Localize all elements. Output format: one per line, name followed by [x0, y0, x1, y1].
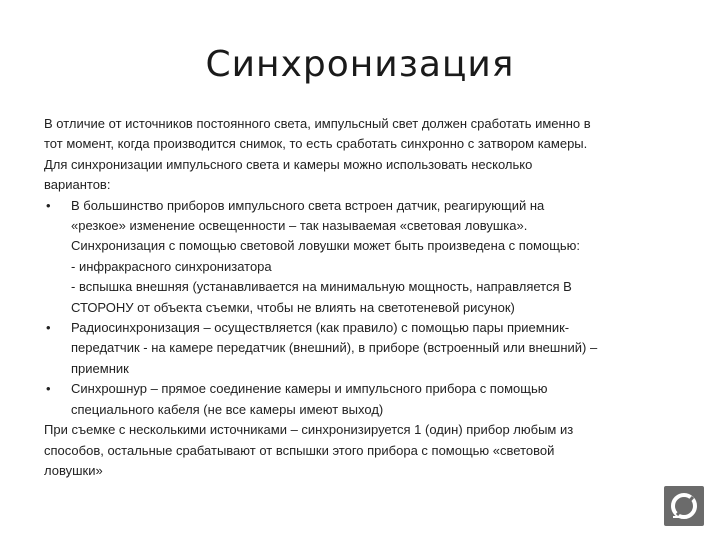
text-line: СТОРОНУ от объекта съемки, чтобы не влиять на светотеневой рисунок) — [71, 299, 515, 315]
text-line: - вспышка внешняя (устанавливается на минимальную мощность, направляется В — [71, 279, 572, 295]
text-line: В отличие от источников постоянного света, импульсный свет должен сработать именно в — [44, 116, 591, 131]
bullet-item — [44, 318, 690, 379]
circle-logo-icon — [664, 486, 704, 526]
bullet-item — [44, 196, 690, 318]
text-line: В большинство приборов импульсного света встроен датчик, реагирующий на — [71, 197, 545, 213]
text-line: вариантов: — [44, 177, 111, 193]
text-line: - инфракрасного синхронизатора — [71, 258, 272, 274]
text-line: «резкое» изменение освещенности – так называемая «световая ловушка». — [71, 218, 528, 234]
bullet-text — [71, 196, 690, 318]
text-line: Радиосинхронизация – осуществляется (как правило) с помощью пары приемник- — [71, 320, 570, 336]
outro-paragraph — [44, 420, 690, 481]
bullet-item — [44, 379, 690, 420]
text-line: передатчик - на камере передатчик (внешний), в приборе (встроенный или внешний) – — [71, 340, 598, 356]
bullet-text — [71, 318, 690, 379]
slide-body — [44, 114, 690, 481]
text-line: специального кабеля (не все камеры имеют выход) — [71, 401, 384, 417]
text-line: приемник — [71, 360, 129, 376]
text-line: При съемке с несколькими источниками – синхронизируется 1 (один) прибор любым из — [44, 422, 574, 438]
text-line: способов, остальные срабатывают от вспышки этого прибора с помощью «световой — [44, 442, 555, 458]
slide-title: Синхронизация — [205, 44, 515, 85]
text-line: Синхрошнур – прямое соединение камеры и импульсного прибора с помощью — [71, 381, 548, 397]
bullet-marker: • — [46, 197, 51, 213]
text-line: ловушки» — [44, 462, 103, 478]
bullet-marker: • — [46, 320, 51, 336]
intro-paragraph — [44, 114, 690, 196]
bullet-marker: • — [46, 381, 51, 397]
bullet-text — [71, 379, 690, 420]
circle-logo-glyph — [667, 489, 701, 523]
text-line: тот момент, когда производится снимок, то есть сработать синхронно с затвором камеры. — [44, 136, 588, 152]
text-line: Для синхронизации импульсного света и камеры можно использовать несколько — [44, 156, 533, 172]
text-line: Синхронизация с помощью световой ловушки может быть произведена с помощью: — [71, 238, 581, 254]
